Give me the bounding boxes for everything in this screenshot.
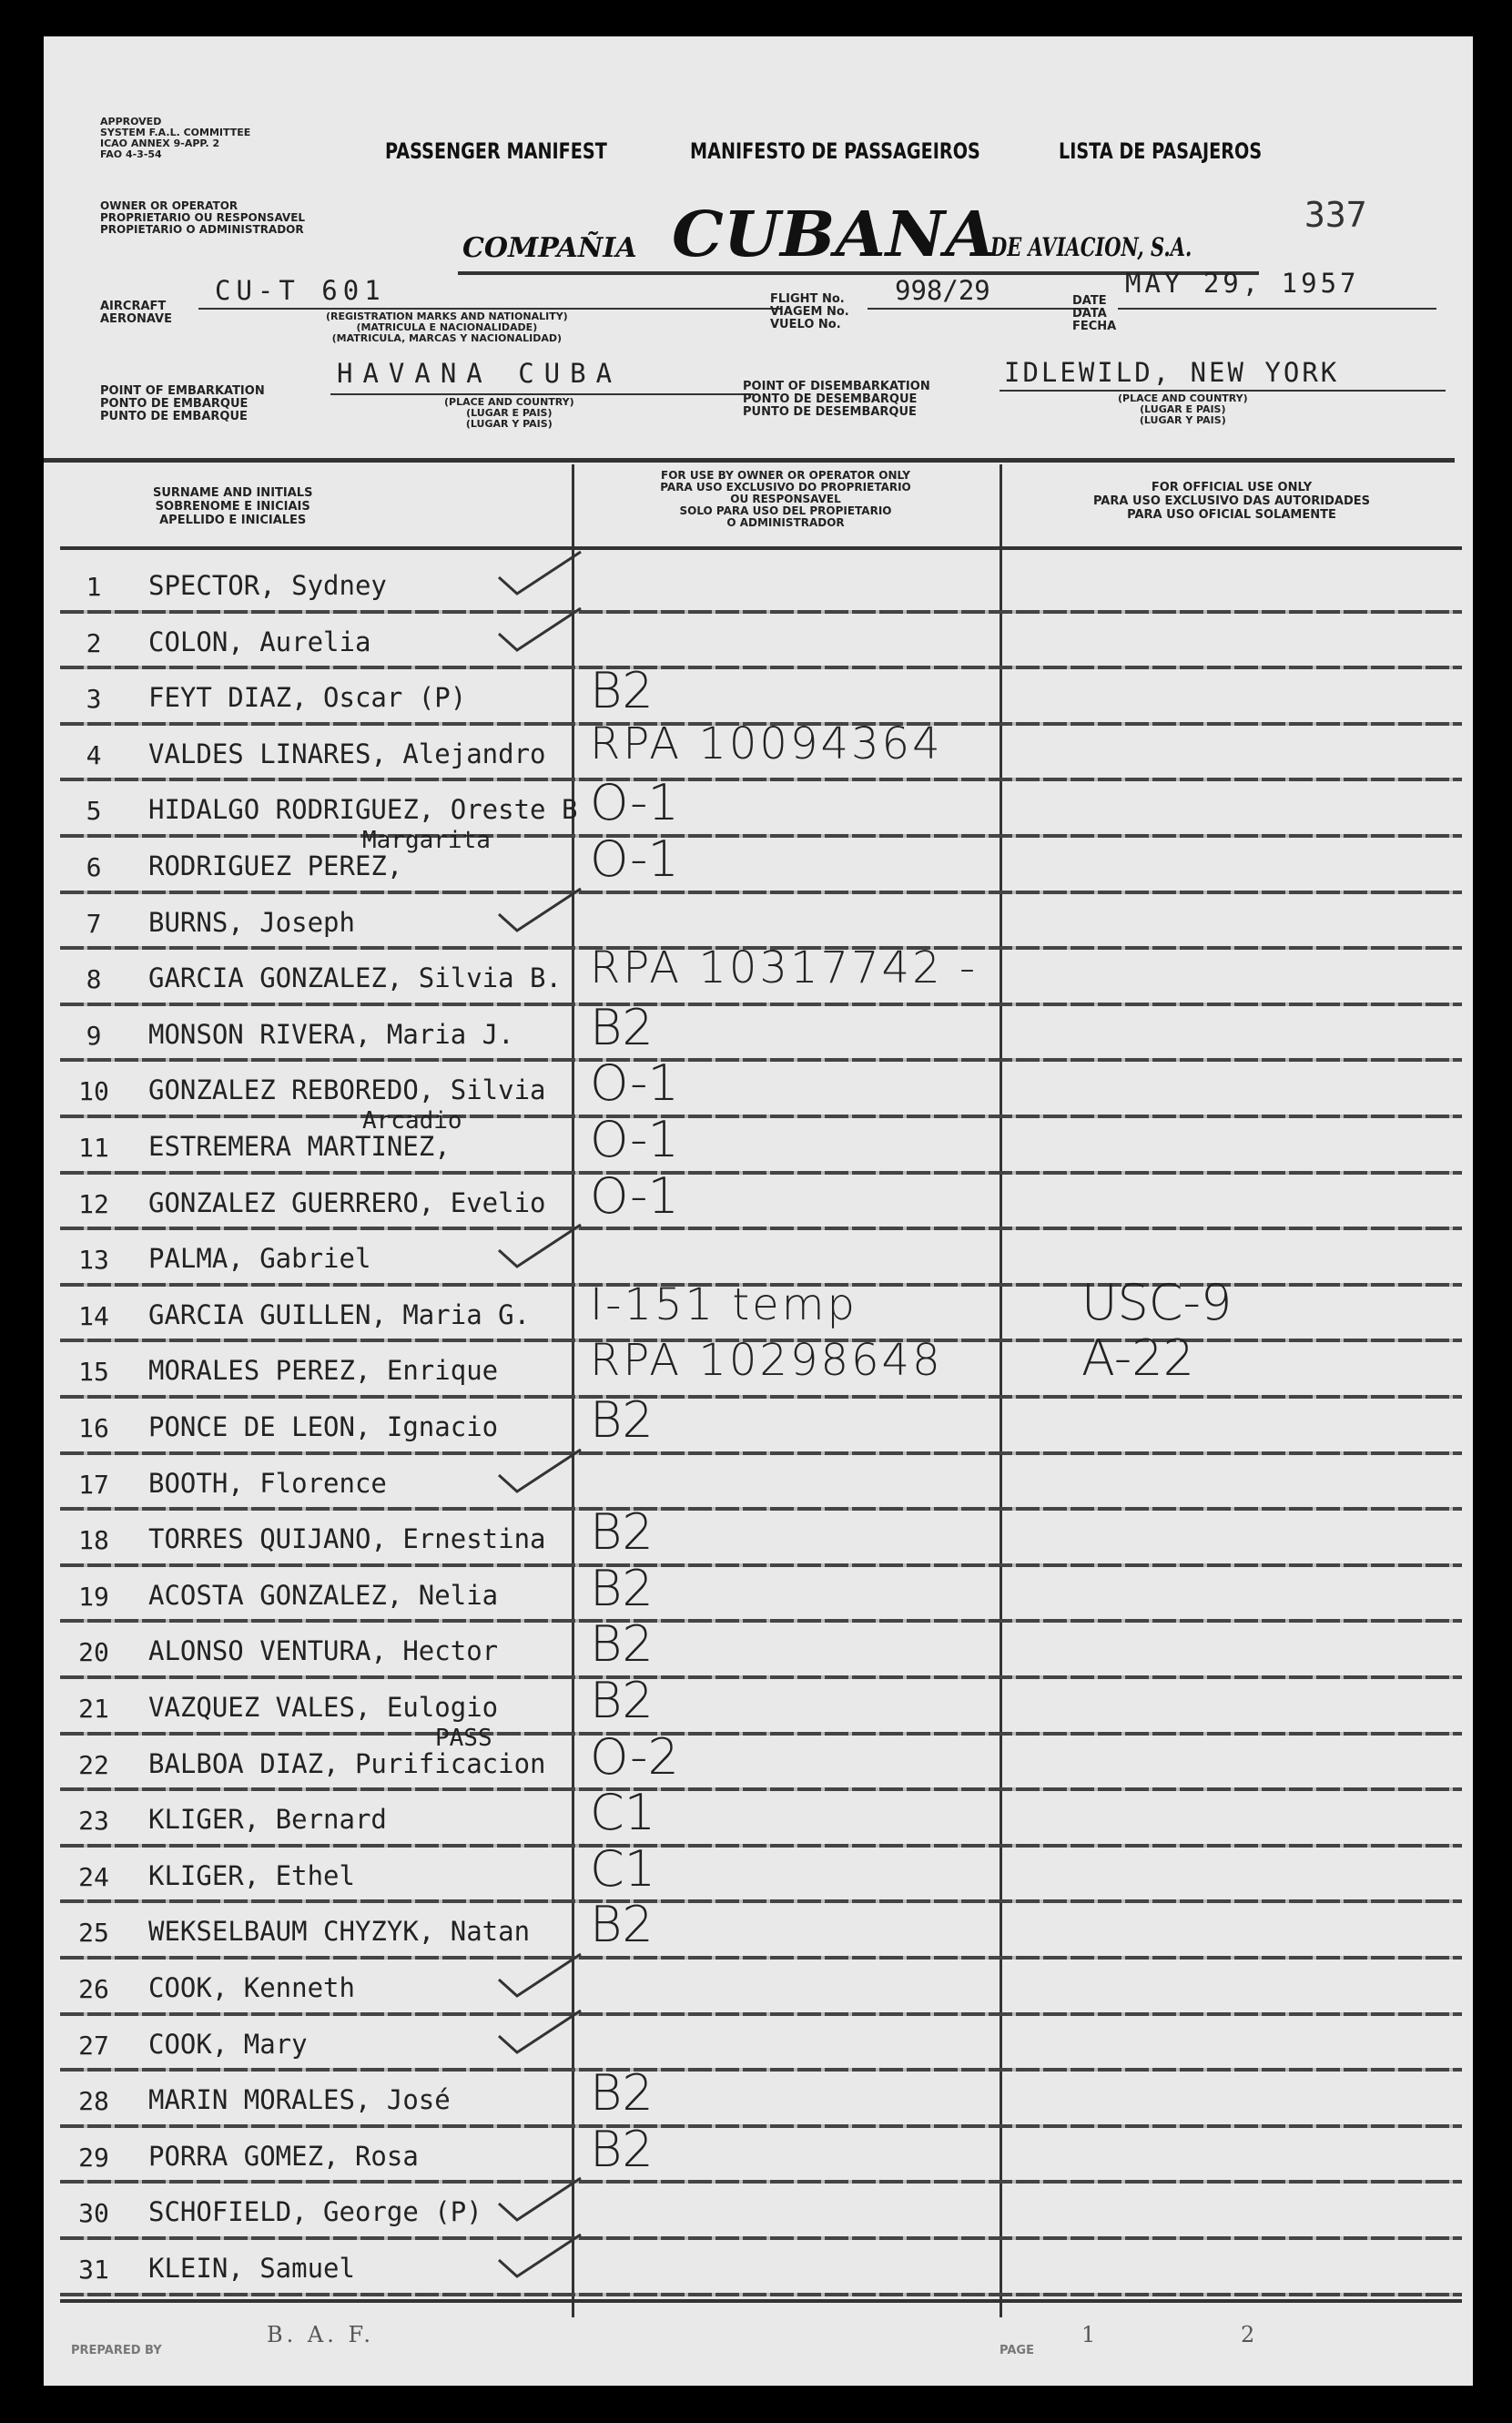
title-english: PASSENGER MANIFEST [385, 138, 607, 164]
handwritten-code: O-1 [590, 830, 679, 888]
handwritten-code: B2 [590, 1896, 654, 1954]
table-row [44, 1273, 1473, 1343]
table-row [44, 894, 1473, 951]
flight-rule [868, 308, 1086, 310]
aircraft-label: AIRCRAFT AERONAVE [100, 300, 173, 326]
column-header-official: FOR OFFICIAL USE ONLY PARA USO EXCLUSIVO DAS AUTORIDADES PARA USO OFICIAL SOLAMENTE [1092, 481, 1371, 522]
name-annotation: Margarita [362, 827, 491, 854]
passenger-name: PORRA GOMEZ, Rosa [148, 2140, 419, 2172]
row-number: 16 [78, 1413, 109, 1443]
handwritten-code: B2 [590, 2064, 654, 2123]
passenger-name: BOOTH, Florence [148, 1467, 387, 1499]
passenger-name: FEYT DIAZ, Oscar (P) [148, 682, 467, 714]
handwritten-code: RPA 10298648 [590, 1335, 943, 1387]
row-number: 20 [78, 1637, 109, 1668]
column-header-owner: FOR USE BY OWNER OR OPERATOR ONLY PARA USO EXCLUSIVO DO PROPRIETARIO OU RESPONSAVEL SOLO PARA USO DEL PROPIETARIO O ADMINISTRADOR [660, 469, 911, 529]
table-header-rule [60, 546, 1462, 550]
table-row [44, 1559, 1473, 1624]
row-number: 26 [78, 1974, 109, 2004]
row-number: 29 [78, 2142, 109, 2173]
row-number: 17 [78, 1469, 109, 1500]
row-number: 12 [78, 1188, 109, 1219]
passenger-name: COLON, Aurelia [148, 626, 371, 657]
passenger-name: MORALES PEREZ, Enrique [148, 1355, 499, 1387]
handwritten-code: O-1 [590, 1111, 679, 1168]
table-row [44, 942, 1473, 1006]
passenger-name: VALDES LINARES, Alejandro [148, 738, 546, 769]
table-row [44, 614, 1473, 670]
official-annotation: USC-9 [1081, 1273, 1233, 1331]
table-row [44, 998, 1473, 1063]
passenger-name: MARIN MORALES, José [148, 2084, 451, 2116]
table-row [44, 1615, 1473, 1679]
airline-suffix: DE AVIACION, S.A. [990, 232, 1192, 262]
aircraft-rule [198, 308, 781, 310]
handwritten-code: O-1 [590, 1054, 679, 1113]
date-value: MAY 29, 1957 [1125, 268, 1360, 299]
name-annotation: Arcadio [362, 1107, 462, 1135]
disembarkation-rule [1000, 390, 1446, 392]
passenger-name: GONZALEZ REBOREDO, Silvia [148, 1074, 546, 1106]
passenger-name: RODRIGUEZ PEREZ, [148, 850, 403, 881]
passenger-name: COOK, Mary [148, 2028, 308, 2060]
table-row [44, 2064, 1473, 2128]
row-number: 30 [78, 2198, 109, 2229]
embarkation-caption: (PLACE AND COUNTRY) (LUGAR E PAIS) (LUGAR Y PAIS) [444, 396, 574, 430]
passenger-name: ESTREMERA MARTINEZ, [148, 1131, 451, 1162]
disembarkation-value: IDLEWILD, NEW YORK [1004, 357, 1340, 388]
table-row [44, 774, 1473, 838]
passenger-name: PALMA, Gabriel [148, 1243, 371, 1275]
row-number: 11 [78, 1133, 109, 1163]
row-number: 18 [78, 1525, 109, 1556]
table-row [44, 1329, 1473, 1399]
handwritten-code: B2 [590, 998, 654, 1056]
airline-prefix: COMPAÑIA [462, 232, 637, 264]
handwritten-code: B2 [590, 2120, 654, 2178]
table-row [44, 1054, 1473, 1118]
row-number: 23 [78, 1806, 109, 1837]
passenger-name: ACOSTA GONZALEZ, Nelia [148, 1579, 499, 1611]
row-number: 5 [86, 796, 102, 827]
prepared-by-value: B. A. F. [267, 2322, 375, 2347]
row-number: 24 [78, 1861, 109, 1892]
approval-note: APPROVED SYSTEM F.A.L. COMMITTEE ICAO ANNEX 9-APP. 2 FAO 4-3-54 [100, 116, 251, 160]
handwritten-code: O-1 [590, 1166, 679, 1225]
table-row [44, 1839, 1473, 1904]
row-number: 9 [86, 1020, 102, 1051]
page-label: PAGE [1000, 2344, 1034, 2357]
row-number: 1 [86, 572, 102, 602]
date-rule [1118, 308, 1436, 310]
table-row [44, 557, 1473, 614]
checkmark-icon [490, 2005, 590, 2060]
handwritten-code: C1 [590, 1784, 656, 1842]
row-number: 3 [86, 684, 102, 715]
handwritten-code: B2 [590, 1559, 654, 1617]
row-number: 21 [78, 1694, 109, 1724]
table-row [44, 1724, 1473, 1792]
table-row [44, 718, 1473, 782]
passenger-name: GARCIA GUILLEN, Maria G. [148, 1298, 531, 1330]
handwritten-code: B2 [590, 1672, 654, 1729]
passenger-name: KLEIN, Samuel [148, 2253, 355, 2284]
row-number: 31 [78, 2255, 109, 2285]
airline-name: CUBANA [672, 199, 996, 271]
table-row [44, 2016, 1473, 2072]
owner-label: OWNER OR OPERATOR PROPRIETARIO OU RESPONSAVEL PROPIETARIO O ADMINISTRADOR [100, 199, 306, 236]
official-annotation: A-22 [1081, 1329, 1194, 1388]
name-annotation: PASS [435, 1724, 492, 1752]
handwritten-code: B2 [590, 1391, 654, 1449]
title-portuguese: MANIFESTO DE PASSAGEIROS [690, 138, 980, 164]
row-number: 14 [78, 1300, 109, 1331]
handwritten-code: I-151 temp [590, 1278, 857, 1330]
table-row [44, 2240, 1473, 2296]
row-number: 22 [78, 1749, 109, 1780]
table-row [44, 1960, 1473, 2016]
flight-value: 998/29 [895, 275, 990, 306]
flight-label: FLIGHT No. VIAGEM No. VUELO No. [770, 292, 849, 331]
date-label: DATE DATA FECHA [1072, 294, 1117, 333]
embarkation-value: HAVANA CUBA [337, 358, 623, 389]
table-row [44, 662, 1473, 726]
manifest-sheet [44, 36, 1473, 2386]
checkmark-icon [490, 1949, 590, 2003]
checkmark-icon [490, 2229, 590, 2284]
passenger-name: GONZALEZ GUERRERO, Evelio [148, 1186, 546, 1218]
checkmark-icon [490, 2173, 590, 2227]
row-number: 7 [86, 908, 102, 939]
handwritten-code: O-1 [590, 774, 679, 832]
table-row [44, 1166, 1473, 1231]
row-number: 25 [78, 1918, 109, 1949]
handwritten-code: RPA 10317742 - [590, 942, 979, 994]
embarkation-rule [330, 393, 754, 395]
passenger-name: WEKSELBAUM CHYZYK, Natan [148, 1916, 531, 1948]
row-number: 6 [86, 852, 102, 882]
table-row [44, 1455, 1473, 1512]
row-number: 27 [78, 2030, 109, 2061]
column-header-name: SURNAME AND INITIALS SOBRENOME E INICIAIS APELLIDO E INICIALES [153, 486, 313, 527]
table-bottom-rule [60, 2299, 1462, 2303]
row-number: 2 [86, 627, 102, 658]
page-value: 1 [1081, 2322, 1096, 2347]
row-rule [60, 2293, 1462, 2296]
passenger-name: SPECTOR, Sydney [148, 570, 387, 601]
disembarkation-caption: (PLACE AND COUNTRY) (LUGAR E PAIS) (LUGAR Y PAIS) [1118, 392, 1248, 426]
checkmark-icon [490, 1219, 590, 1274]
table-row [44, 1896, 1473, 1960]
row-number: 10 [78, 1076, 109, 1107]
passenger-name: KLIGER, Bernard [148, 1804, 387, 1836]
passenger-name: COOK, Kenneth [148, 1972, 355, 2003]
passenger-name: ALONSO VENTURA, Hector [148, 1635, 499, 1667]
embarkation-label: POINT OF EMBARKATION PONTO DE EMBARQUE PUNTO DE EMBARQUE [100, 384, 265, 423]
row-number: 8 [86, 964, 102, 995]
table-row [44, 1672, 1473, 1736]
disembarkation-label: POINT OF DISEMBARKATION PONTO DE DESEMBARQUE PUNTO DE DESEMBARQUE [743, 380, 930, 419]
checkmark-icon [490, 603, 590, 657]
title-spanish: LISTA DE PASAJEROS [1059, 138, 1263, 164]
table-row [44, 1784, 1473, 1848]
passenger-name: VAZQUEZ VALES, Eulogio [148, 1692, 499, 1723]
passenger-name: BALBOA DIAZ, Purificacion [148, 1747, 546, 1779]
passenger-name: BURNS, Joseph [148, 906, 355, 938]
passenger-name: KLIGER, Ethel [148, 1859, 355, 1891]
passenger-name: PONCE DE LEON, Ignacio [148, 1411, 499, 1442]
row-number: 19 [78, 1581, 109, 1612]
row-number: 28 [78, 2086, 109, 2117]
table-row [44, 1107, 1473, 1175]
passenger-name: MONSON RIVERA, Maria J. [148, 1018, 514, 1050]
table-row [44, 2120, 1473, 2184]
checkmark-icon [490, 546, 590, 601]
passenger-name: GARCIA GONZALEZ, Silvia B. [148, 962, 562, 994]
table-row [44, 1391, 1473, 1455]
row-number: 4 [86, 739, 102, 770]
row-number: 13 [78, 1245, 109, 1276]
handwritten-code: O-2 [590, 1727, 679, 1786]
handwritten-code: B2 [590, 662, 654, 720]
handwritten-code: C1 [590, 1839, 656, 1898]
aircraft-caption: (REGISTRATION MARKS AND NATIONALITY) (MATRICULA E NACIONALIDADE) (MATRICULA, MARCAS Y NACIONALIDAD) [326, 311, 568, 344]
checkmark-icon [490, 883, 590, 938]
table-row [44, 1503, 1473, 1567]
table-row [44, 1230, 1473, 1287]
checkmark-icon [490, 1444, 590, 1499]
table-top-rule [44, 458, 1455, 463]
handwritten-code: RPA 10094364 [590, 718, 943, 769]
passenger-name: TORRES QUIJANO, Ernestina [148, 1523, 546, 1555]
prepared-by-label: PREPARED BY [71, 2344, 162, 2357]
passenger-name: HIDALGO RODRIGUEZ, Oreste B [148, 794, 578, 826]
page-number: 337 [1304, 195, 1367, 235]
row-number: 15 [78, 1357, 109, 1388]
page-of-value: 2 [1241, 2322, 1255, 2347]
handwritten-code: B2 [590, 1503, 654, 1562]
aircraft-value: CU-T 601 [215, 275, 386, 306]
table-row [44, 2184, 1473, 2240]
table-row [44, 827, 1473, 894]
handwritten-code: B2 [590, 1615, 654, 1674]
passenger-name: SCHOFIELD, George (P) [148, 2196, 482, 2228]
